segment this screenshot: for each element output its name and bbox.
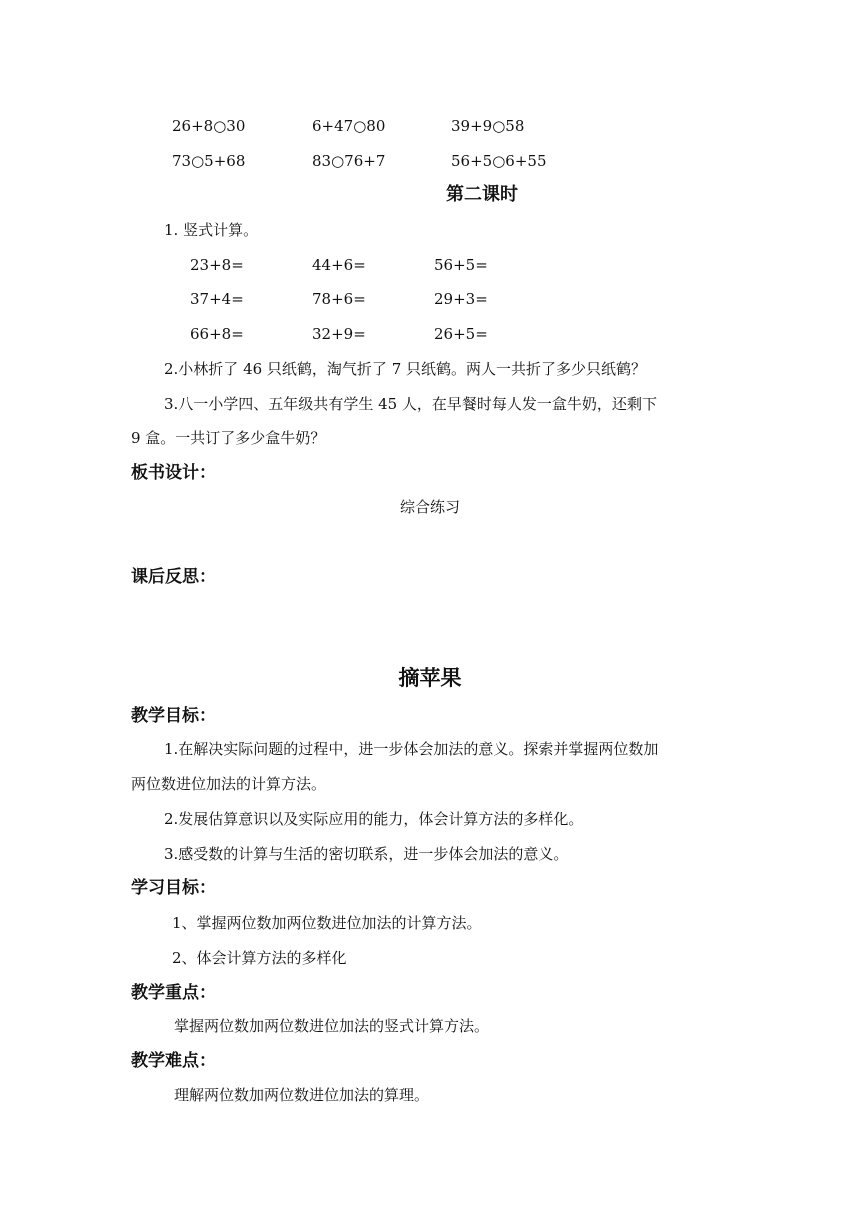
difficulty-text: 理解两位数加两位数进位加法的算理。 (174, 1086, 430, 1104)
compare-item: 83○76+7 (312, 152, 386, 170)
teaching-goal-3: 3.感受数的计算与生活的密切联系，进一步体会加法的意义。 (164, 845, 569, 863)
question-2: 2.小林折了 46 只纸鹤，淘气折了 7 只纸鹤。两人一共折了多少只纸鹤？ (164, 360, 647, 378)
learning-goals-heading: 学习目标： (131, 878, 216, 898)
lesson-title: 摘苹果 (398, 666, 462, 690)
key-points-text: 掌握两位数加两位数进位加法的竖式计算方法。 (174, 1017, 490, 1035)
calc-item: 26+5= (434, 325, 488, 343)
calc-item: 23+8= (190, 256, 244, 274)
difficulty-heading: 教学难点： (131, 1051, 216, 1071)
board-design-heading: 板书设计： (131, 463, 216, 483)
compare-item: 26+8○30 (172, 117, 246, 135)
question-3-line2: 9 盒。一共订了多少盒牛奶？ (131, 429, 326, 447)
reflection-heading: 课后反思： (131, 567, 216, 587)
compare-item: 39+9○58 (451, 117, 525, 135)
question-1-label: 1. 竖式计算。 (164, 221, 259, 239)
teaching-goal-1-line2: 两位数进位加法的计算方法。 (131, 775, 327, 793)
calc-item: 32+9= (312, 325, 366, 343)
section-title-lesson2: 第二课时 (446, 184, 518, 205)
calc-item: 37+4= (190, 290, 244, 308)
teaching-goal-1-line1: 1.在解决实际问题的过程中，进一步体会加法的意义。探索并掌握两位数加 (164, 740, 659, 758)
calc-item: 29+3= (434, 290, 488, 308)
calc-item: 44+6= (312, 256, 366, 274)
compare-item: 73○5+68 (172, 152, 246, 170)
board-design-content: 综合练习 (399, 498, 460, 516)
learning-goal-1: 1、掌握两位数加两位数进位加法的计算方法。 (172, 914, 482, 932)
teaching-goal-2: 2.发展估算意识以及实际应用的能力，体会计算方法的多样化。 (164, 810, 584, 828)
compare-item: 56+5○6+55 (451, 152, 547, 170)
question-3-line1: 3.八一小学四、五年级共有学生 45 人，在早餐时每人发一盒牛奶，还剩下 (164, 395, 657, 413)
teaching-goals-heading: 教学目标： (131, 706, 216, 726)
compare-item: 6+47○80 (312, 117, 386, 135)
learning-goal-2: 2、体会计算方法的多样化 (172, 949, 347, 967)
calc-item: 78+6= (312, 290, 366, 308)
calc-item: 56+5= (434, 256, 488, 274)
calc-item: 66+8= (190, 325, 244, 343)
key-points-heading: 教学重点： (131, 983, 216, 1003)
